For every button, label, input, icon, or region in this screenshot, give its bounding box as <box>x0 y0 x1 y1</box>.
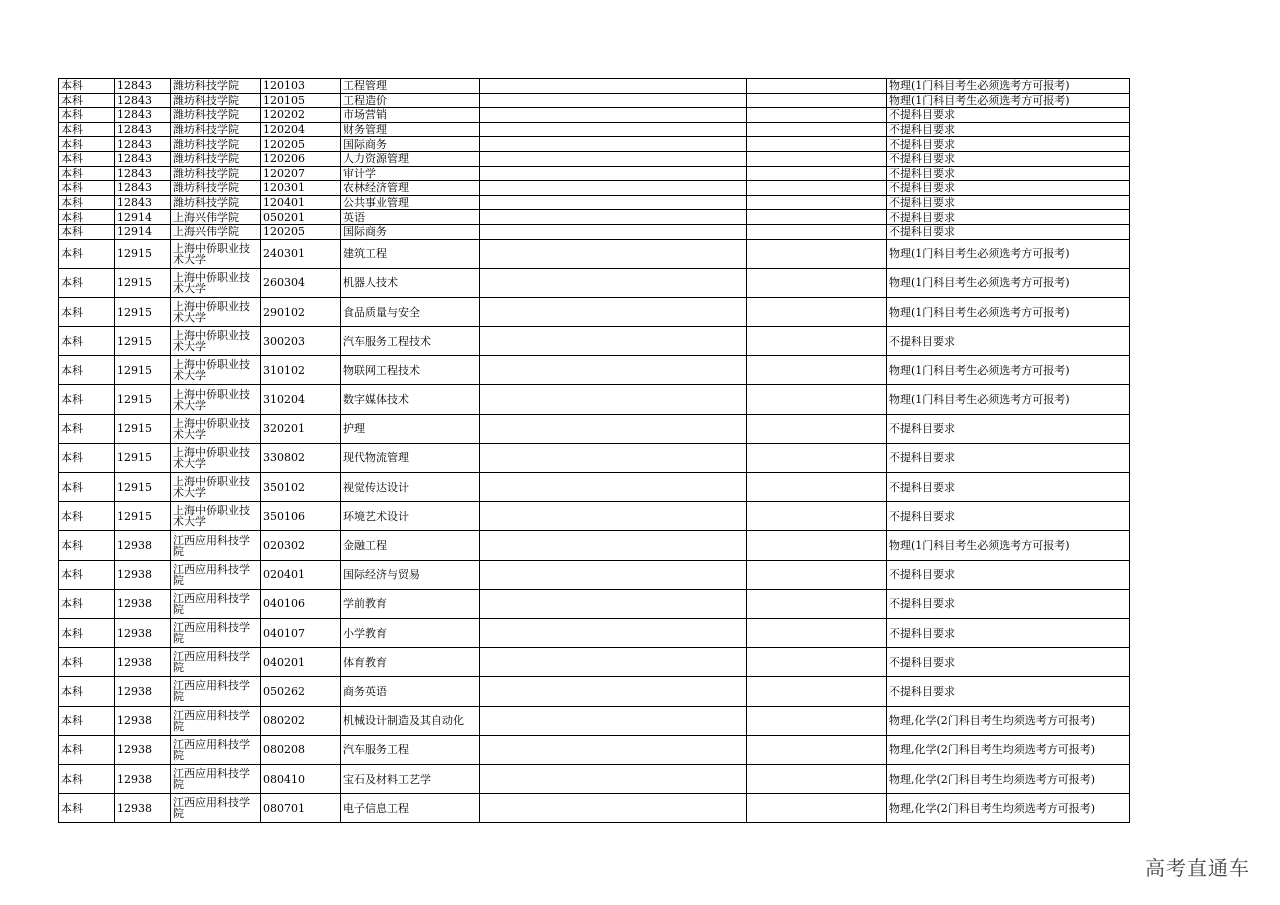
cell-level: 本科 <box>59 297 115 326</box>
table-row <box>59 79 1130 94</box>
cell-note <box>480 356 747 385</box>
cell-subject-requirement: 不提科目要求 <box>887 327 1130 356</box>
cell-school-name: 上海中侨职业技术大学 <box>171 443 261 472</box>
cell-blank <box>747 137 887 152</box>
cell-major-code: 050262 <box>261 677 341 706</box>
cell-major-code: 040107 <box>261 618 341 647</box>
cell-school-code: 12914 <box>115 224 171 239</box>
cell-major-name: 建筑工程 <box>341 239 480 268</box>
table-row <box>59 414 1130 443</box>
cell-major-code: 080202 <box>261 706 341 735</box>
cell-note <box>480 385 747 414</box>
table-row <box>59 356 1130 385</box>
table-row <box>59 195 1130 210</box>
cell-note <box>480 473 747 502</box>
table-row <box>59 764 1130 793</box>
cell-blank <box>747 764 887 793</box>
cell-level: 本科 <box>59 239 115 268</box>
cell-school-name: 潍坊科技学院 <box>171 137 261 152</box>
cell-blank <box>747 122 887 137</box>
cell-blank <box>747 327 887 356</box>
cell-major-code: 120205 <box>261 137 341 152</box>
cell-school-code: 12843 <box>115 122 171 137</box>
cell-blank <box>747 735 887 764</box>
table-row <box>59 181 1130 196</box>
cell-note <box>480 706 747 735</box>
cell-major-name: 商务英语 <box>341 677 480 706</box>
cell-school-name: 上海兴伟学院 <box>171 224 261 239</box>
table-row <box>59 166 1130 181</box>
cell-major-code: 080701 <box>261 794 341 823</box>
cell-school-name: 潍坊科技学院 <box>171 122 261 137</box>
cell-major-code: 120206 <box>261 151 341 166</box>
cell-major-code: 120105 <box>261 93 341 108</box>
cell-school-name: 潍坊科技学院 <box>171 166 261 181</box>
cell-level: 本科 <box>59 764 115 793</box>
cell-school-name: 上海中侨职业技术大学 <box>171 473 261 502</box>
cell-subject-requirement: 物理,化学(2门科目考生均须选考方可报考) <box>887 706 1130 735</box>
cell-school-code: 12938 <box>115 648 171 677</box>
cell-blank <box>747 181 887 196</box>
cell-subject-requirement: 物理(1门科目考生必须选考方可报考) <box>887 297 1130 326</box>
cell-school-name: 上海中侨职业技术大学 <box>171 239 261 268</box>
cell-level: 本科 <box>59 356 115 385</box>
cell-level: 本科 <box>59 224 115 239</box>
cell-note <box>480 618 747 647</box>
cell-school-name: 上海中侨职业技术大学 <box>171 327 261 356</box>
cell-major-name: 工程管理 <box>341 79 480 94</box>
cell-school-name: 潍坊科技学院 <box>171 108 261 123</box>
cell-subject-requirement: 不提科目要求 <box>887 648 1130 677</box>
cell-subject-requirement: 不提科目要求 <box>887 122 1130 137</box>
table-row <box>59 297 1130 326</box>
cell-school-code: 12938 <box>115 794 171 823</box>
cell-level: 本科 <box>59 268 115 297</box>
cell-note <box>480 93 747 108</box>
cell-school-name: 上海中侨职业技术大学 <box>171 502 261 531</box>
cell-blank <box>747 414 887 443</box>
cell-major-name: 体育教育 <box>341 648 480 677</box>
cell-major-name: 食品质量与安全 <box>341 297 480 326</box>
cell-level: 本科 <box>59 414 115 443</box>
cell-blank <box>747 108 887 123</box>
cell-major-code: 120103 <box>261 79 341 94</box>
cell-subject-requirement: 不提科目要求 <box>887 560 1130 589</box>
cell-blank <box>747 473 887 502</box>
cell-blank <box>747 356 887 385</box>
cell-major-name: 审计学 <box>341 166 480 181</box>
cell-major-code: 330802 <box>261 443 341 472</box>
cell-subject-requirement: 物理(1门科目考生必须选考方可报考) <box>887 79 1130 94</box>
cell-school-name: 江西应用科技学院 <box>171 648 261 677</box>
cell-major-code: 120301 <box>261 181 341 196</box>
table-row <box>59 735 1130 764</box>
cell-level: 本科 <box>59 794 115 823</box>
cell-major-name: 小学教育 <box>341 618 480 647</box>
cell-blank <box>747 648 887 677</box>
cell-note <box>480 210 747 225</box>
cell-major-name: 宝石及材料工艺学 <box>341 764 480 793</box>
cell-note <box>480 589 747 618</box>
cell-major-code: 020401 <box>261 560 341 589</box>
cell-major-name: 护理 <box>341 414 480 443</box>
cell-major-name: 汽车服务工程 <box>341 735 480 764</box>
cell-school-code: 12843 <box>115 151 171 166</box>
table-row <box>59 327 1130 356</box>
cell-subject-requirement: 不提科目要求 <box>887 224 1130 239</box>
cell-major-code: 120202 <box>261 108 341 123</box>
cell-note <box>480 648 747 677</box>
cell-level: 本科 <box>59 151 115 166</box>
cell-level: 本科 <box>59 166 115 181</box>
cell-major-code: 120205 <box>261 224 341 239</box>
cell-blank <box>747 794 887 823</box>
cell-major-name: 市场营销 <box>341 108 480 123</box>
cell-school-code: 12938 <box>115 560 171 589</box>
cell-school-name: 上海中侨职业技术大学 <box>171 385 261 414</box>
cell-major-code: 350102 <box>261 473 341 502</box>
cell-major-code: 120204 <box>261 122 341 137</box>
cell-blank <box>747 589 887 618</box>
table-row <box>59 794 1130 823</box>
cell-major-name: 视觉传达设计 <box>341 473 480 502</box>
cell-level: 本科 <box>59 648 115 677</box>
cell-school-code: 12843 <box>115 137 171 152</box>
cell-major-name: 公共事业管理 <box>341 195 480 210</box>
cell-school-name: 江西应用科技学院 <box>171 706 261 735</box>
cell-subject-requirement: 物理(1门科目考生必须选考方可报考) <box>887 531 1130 560</box>
cell-major-name: 物联网工程技术 <box>341 356 480 385</box>
cell-school-code: 12843 <box>115 79 171 94</box>
cell-major-name: 学前教育 <box>341 589 480 618</box>
cell-blank <box>747 443 887 472</box>
cell-school-code: 12843 <box>115 181 171 196</box>
cell-note <box>480 108 747 123</box>
table-row <box>59 443 1130 472</box>
cell-level: 本科 <box>59 443 115 472</box>
cell-major-code: 260304 <box>261 268 341 297</box>
cell-school-code: 12915 <box>115 356 171 385</box>
cell-subject-requirement: 物理(1门科目考生必须选考方可报考) <box>887 356 1130 385</box>
table-row <box>59 677 1130 706</box>
cell-major-code: 020302 <box>261 531 341 560</box>
cell-blank <box>747 210 887 225</box>
cell-level: 本科 <box>59 122 115 137</box>
cell-blank <box>747 239 887 268</box>
cell-major-name: 人力资源管理 <box>341 151 480 166</box>
cell-level: 本科 <box>59 210 115 225</box>
cell-major-name: 机器人技术 <box>341 268 480 297</box>
cell-school-name: 潍坊科技学院 <box>171 151 261 166</box>
cell-note <box>480 560 747 589</box>
cell-blank <box>747 268 887 297</box>
cell-subject-requirement: 不提科目要求 <box>887 195 1130 210</box>
cell-school-code: 12915 <box>115 385 171 414</box>
cell-blank <box>747 195 887 210</box>
cell-subject-requirement: 不提科目要求 <box>887 181 1130 196</box>
cell-major-code: 310102 <box>261 356 341 385</box>
cell-school-name: 江西应用科技学院 <box>171 560 261 589</box>
cell-major-code: 120401 <box>261 195 341 210</box>
cell-subject-requirement: 物理(1门科目考生必须选考方可报考) <box>887 93 1130 108</box>
cell-school-code: 12843 <box>115 166 171 181</box>
cell-note <box>480 224 747 239</box>
cell-subject-requirement: 不提科目要求 <box>887 108 1130 123</box>
cell-blank <box>747 618 887 647</box>
cell-subject-requirement: 不提科目要求 <box>887 589 1130 618</box>
cell-subject-requirement: 物理,化学(2门科目考生均须选考方可报考) <box>887 735 1130 764</box>
table-row <box>59 137 1130 152</box>
cell-note <box>480 137 747 152</box>
cell-level: 本科 <box>59 706 115 735</box>
cell-major-code: 320201 <box>261 414 341 443</box>
cell-blank <box>747 166 887 181</box>
cell-note <box>480 268 747 297</box>
cell-blank <box>747 531 887 560</box>
cell-note <box>480 195 747 210</box>
watermark-text: 高考直通车 <box>1145 856 1250 880</box>
cell-blank <box>747 677 887 706</box>
cell-school-code: 12938 <box>115 531 171 560</box>
cell-school-name: 江西应用科技学院 <box>171 618 261 647</box>
cell-major-name: 机械设计制造及其自动化 <box>341 706 480 735</box>
cell-blank <box>747 79 887 94</box>
cell-note <box>480 151 747 166</box>
cell-level: 本科 <box>59 531 115 560</box>
table-row <box>59 648 1130 677</box>
cell-note <box>480 677 747 706</box>
cell-subject-requirement: 不提科目要求 <box>887 443 1130 472</box>
cell-level: 本科 <box>59 327 115 356</box>
cell-school-code: 12938 <box>115 677 171 706</box>
cell-school-name: 江西应用科技学院 <box>171 735 261 764</box>
cell-subject-requirement: 不提科目要求 <box>887 502 1130 531</box>
table-row <box>59 93 1130 108</box>
cell-school-name: 江西应用科技学院 <box>171 589 261 618</box>
cell-level: 本科 <box>59 93 115 108</box>
cell-school-code: 12915 <box>115 268 171 297</box>
table-row <box>59 473 1130 502</box>
cell-level: 本科 <box>59 560 115 589</box>
table-row <box>59 122 1130 137</box>
cell-school-name: 上海中侨职业技术大学 <box>171 297 261 326</box>
cell-school-code: 12915 <box>115 239 171 268</box>
table-row <box>59 108 1130 123</box>
table-row <box>59 531 1130 560</box>
cell-school-code: 12938 <box>115 735 171 764</box>
cell-subject-requirement: 物理(1门科目考生必须选考方可报考) <box>887 239 1130 268</box>
cell-school-code: 12938 <box>115 706 171 735</box>
cell-level: 本科 <box>59 195 115 210</box>
cell-blank <box>747 93 887 108</box>
cell-major-code: 300203 <box>261 327 341 356</box>
cell-level: 本科 <box>59 589 115 618</box>
cell-subject-requirement: 不提科目要求 <box>887 210 1130 225</box>
table-row <box>59 589 1130 618</box>
table-row <box>59 239 1130 268</box>
cell-major-name: 数字媒体技术 <box>341 385 480 414</box>
cell-school-name: 上海中侨职业技术大学 <box>171 414 261 443</box>
cell-school-code: 12938 <box>115 589 171 618</box>
cell-level: 本科 <box>59 385 115 414</box>
cell-subject-requirement: 物理,化学(2门科目考生均须选考方可报考) <box>887 794 1130 823</box>
cell-subject-requirement: 不提科目要求 <box>887 618 1130 647</box>
table-row <box>59 224 1130 239</box>
cell-major-code: 310204 <box>261 385 341 414</box>
cell-note <box>480 327 747 356</box>
cell-note <box>480 79 747 94</box>
cell-note <box>480 735 747 764</box>
table-row <box>59 268 1130 297</box>
cell-major-name: 工程造价 <box>341 93 480 108</box>
cell-major-code: 040201 <box>261 648 341 677</box>
cell-subject-requirement: 不提科目要求 <box>887 677 1130 706</box>
cell-note <box>480 297 747 326</box>
cell-major-code: 080208 <box>261 735 341 764</box>
cell-blank <box>747 224 887 239</box>
cell-major-name: 农林经济管理 <box>341 181 480 196</box>
cell-major-name: 环境艺术设计 <box>341 502 480 531</box>
cell-school-name: 潍坊科技学院 <box>171 79 261 94</box>
cell-note <box>480 181 747 196</box>
cell-major-name: 汽车服务工程技术 <box>341 327 480 356</box>
cell-blank <box>747 706 887 735</box>
cell-subject-requirement: 物理(1门科目考生必须选考方可报考) <box>887 268 1130 297</box>
cell-school-name: 江西应用科技学院 <box>171 764 261 793</box>
cell-school-code: 12843 <box>115 93 171 108</box>
cell-note <box>480 166 747 181</box>
cell-school-name: 上海兴伟学院 <box>171 210 261 225</box>
cell-subject-requirement: 不提科目要求 <box>887 414 1130 443</box>
cell-major-code: 290102 <box>261 297 341 326</box>
cell-subject-requirement: 不提科目要求 <box>887 137 1130 152</box>
table-row <box>59 618 1130 647</box>
cell-level: 本科 <box>59 618 115 647</box>
cell-blank <box>747 297 887 326</box>
cell-school-name: 潍坊科技学院 <box>171 195 261 210</box>
cell-subject-requirement: 不提科目要求 <box>887 151 1130 166</box>
table-body <box>59 79 1130 823</box>
cell-school-name: 潍坊科技学院 <box>171 93 261 108</box>
cell-major-code: 120207 <box>261 166 341 181</box>
data-table <box>58 78 1130 823</box>
cell-major-name: 现代物流管理 <box>341 443 480 472</box>
table-row <box>59 706 1130 735</box>
cell-note <box>480 443 747 472</box>
cell-major-name: 国际商务 <box>341 137 480 152</box>
cell-blank <box>747 560 887 589</box>
cell-level: 本科 <box>59 181 115 196</box>
cell-level: 本科 <box>59 108 115 123</box>
cell-subject-requirement: 物理(1门科目考生必须选考方可报考) <box>887 385 1130 414</box>
cell-major-code: 240301 <box>261 239 341 268</box>
cell-note <box>480 414 747 443</box>
cell-major-code: 050201 <box>261 210 341 225</box>
cell-note <box>480 502 747 531</box>
cell-major-code: 040106 <box>261 589 341 618</box>
cell-blank <box>747 502 887 531</box>
cell-subject-requirement: 物理,化学(2门科目考生均须选考方可报考) <box>887 764 1130 793</box>
cell-school-code: 12915 <box>115 502 171 531</box>
cell-school-code: 12915 <box>115 473 171 502</box>
cell-school-code: 12843 <box>115 108 171 123</box>
cell-subject-requirement: 不提科目要求 <box>887 473 1130 502</box>
cell-major-name: 国际商务 <box>341 224 480 239</box>
cell-major-name: 财务管理 <box>341 122 480 137</box>
cell-major-name: 电子信息工程 <box>341 794 480 823</box>
cell-note <box>480 794 747 823</box>
table-row <box>59 560 1130 589</box>
cell-level: 本科 <box>59 502 115 531</box>
cell-level: 本科 <box>59 79 115 94</box>
cell-note <box>480 531 747 560</box>
cell-note <box>480 764 747 793</box>
cell-school-code: 12915 <box>115 297 171 326</box>
cell-blank <box>747 385 887 414</box>
cell-major-code: 350106 <box>261 502 341 531</box>
cell-school-code: 12915 <box>115 443 171 472</box>
table-row <box>59 151 1130 166</box>
cell-major-code: 080410 <box>261 764 341 793</box>
cell-school-name: 潍坊科技学院 <box>171 181 261 196</box>
cell-major-name: 英语 <box>341 210 480 225</box>
cell-major-name: 金融工程 <box>341 531 480 560</box>
cell-school-name: 上海中侨职业技术大学 <box>171 356 261 385</box>
cell-note <box>480 239 747 268</box>
cell-note <box>480 122 747 137</box>
cell-level: 本科 <box>59 473 115 502</box>
cell-school-name: 江西应用科技学院 <box>171 677 261 706</box>
table-row <box>59 385 1130 414</box>
cell-school-code: 12843 <box>115 195 171 210</box>
cell-level: 本科 <box>59 677 115 706</box>
cell-school-name: 江西应用科技学院 <box>171 794 261 823</box>
cell-level: 本科 <box>59 735 115 764</box>
cell-school-code: 12938 <box>115 618 171 647</box>
cell-subject-requirement: 不提科目要求 <box>887 166 1130 181</box>
table-row <box>59 210 1130 225</box>
cell-level: 本科 <box>59 137 115 152</box>
cell-school-name: 上海中侨职业技术大学 <box>171 268 261 297</box>
table-row <box>59 502 1130 531</box>
cell-school-code: 12938 <box>115 764 171 793</box>
cell-school-code: 12914 <box>115 210 171 225</box>
cell-school-code: 12915 <box>115 327 171 356</box>
cell-blank <box>747 151 887 166</box>
cell-school-name: 江西应用科技学院 <box>171 531 261 560</box>
cell-school-code: 12915 <box>115 414 171 443</box>
cell-major-name: 国际经济与贸易 <box>341 560 480 589</box>
